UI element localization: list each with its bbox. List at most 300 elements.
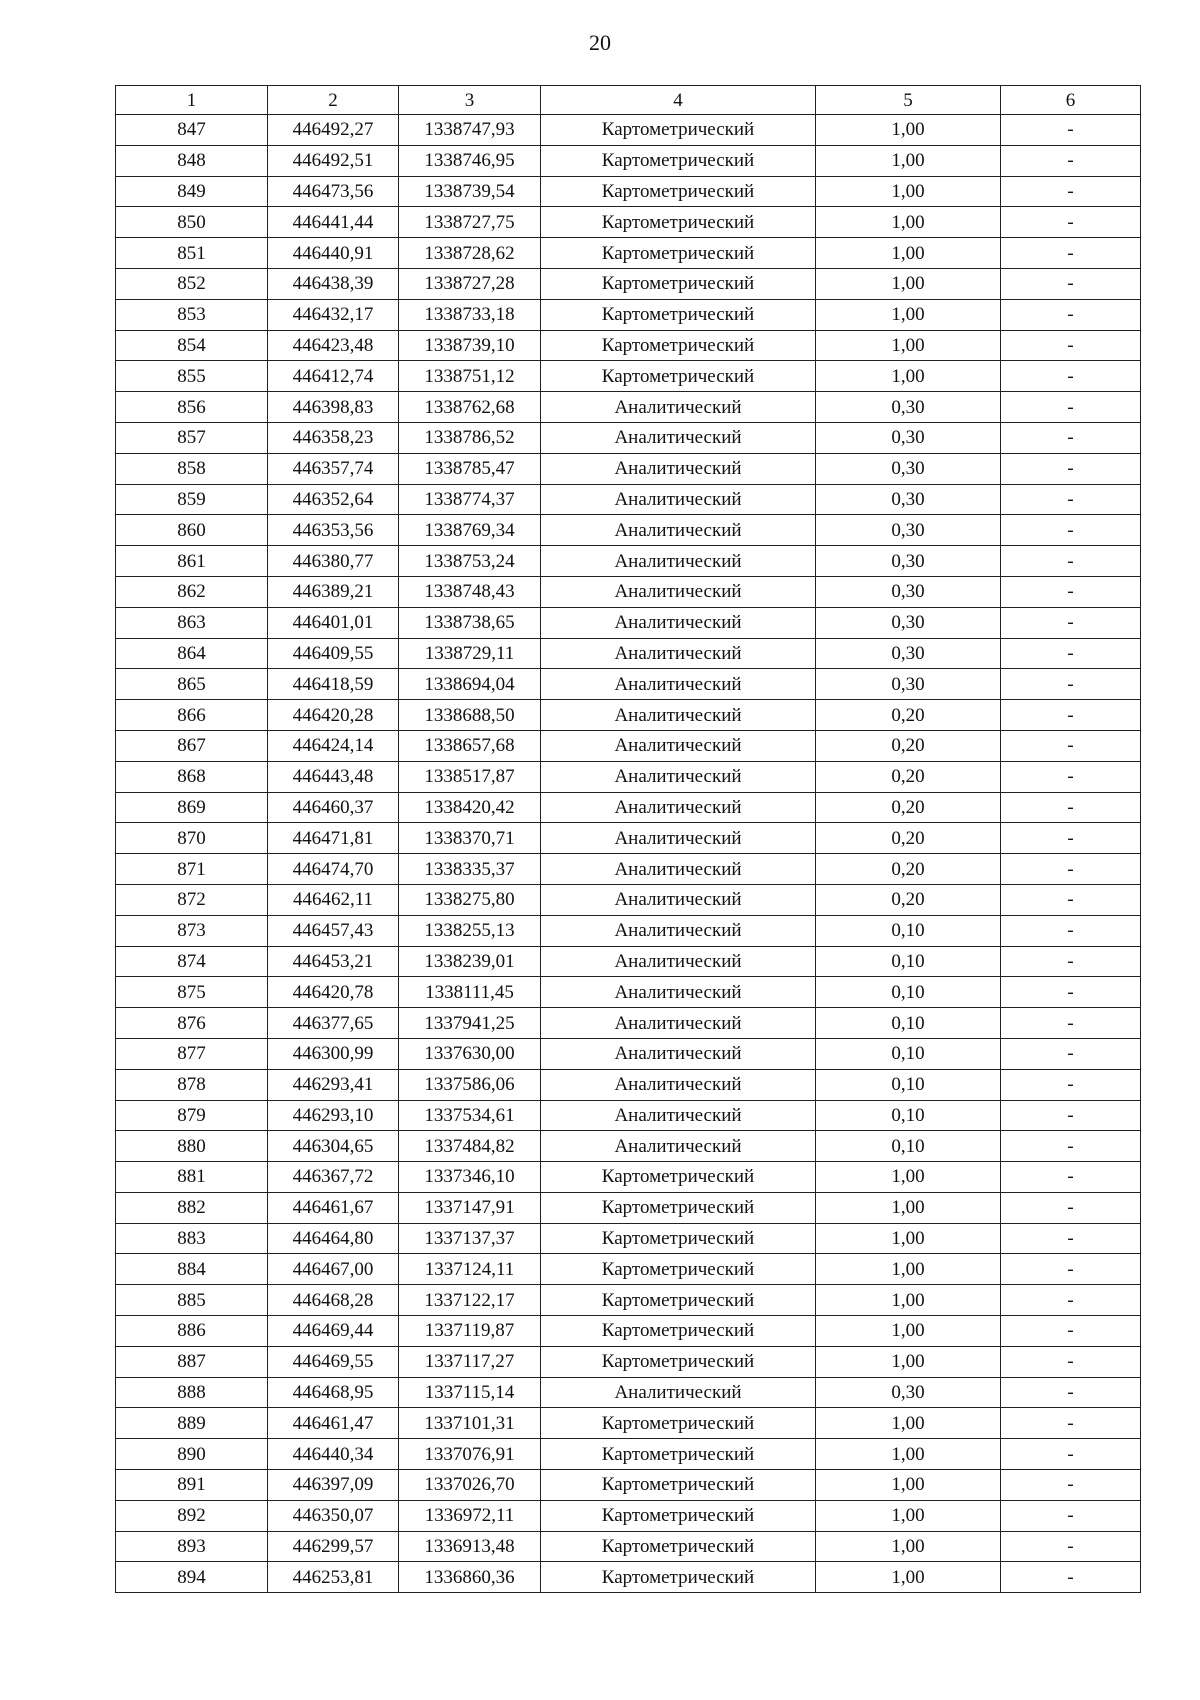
y-coordinate-cell: 1336913,48 [399,1531,541,1562]
point-number-cell: 883 [116,1223,268,1254]
table-row [116,238,1141,269]
y-coordinate-cell: 1338335,37 [399,854,541,885]
point-number-cell: 856 [116,392,268,423]
point-number-cell: 874 [116,946,268,977]
y-coordinate-cell: 1338748,43 [399,576,541,607]
note-cell: - [1001,361,1141,392]
y-coordinate-cell: 1337124,11 [399,1254,541,1285]
point-number-cell: 865 [116,669,268,700]
note-cell: - [1001,884,1141,915]
table-row [116,1531,1141,1562]
x-coordinate-cell: 446457,43 [268,915,399,946]
note-cell: - [1001,1439,1141,1470]
point-number-cell: 852 [116,268,268,299]
x-coordinate-cell: 446353,56 [268,515,399,546]
y-coordinate-cell: 1337122,17 [399,1285,541,1316]
method-cell: Аналитический [541,1377,816,1408]
accuracy-cell: 1,00 [816,1192,1001,1223]
method-cell: Аналитический [541,1100,816,1131]
method-cell: Картометрический [541,1285,816,1316]
table-row [116,1500,1141,1531]
accuracy-cell: 0,10 [816,1100,1001,1131]
table-row [116,1038,1141,1069]
table-row [116,299,1141,330]
note-cell: - [1001,1377,1141,1408]
y-coordinate-cell: 1338420,42 [399,792,541,823]
table-row [116,854,1141,885]
x-coordinate-cell: 446412,74 [268,361,399,392]
point-number-cell: 853 [116,299,268,330]
method-cell: Картометрический [541,1439,816,1470]
x-coordinate-cell: 446418,59 [268,669,399,700]
y-coordinate-cell: 1338727,75 [399,207,541,238]
point-number-cell: 872 [116,884,268,915]
method-cell: Картометрический [541,145,816,176]
accuracy-cell: 1,00 [816,361,1001,392]
note-cell: - [1001,484,1141,515]
note-cell: - [1001,792,1141,823]
x-coordinate-cell: 446423,48 [268,330,399,361]
method-cell: Аналитический [541,915,816,946]
point-number-cell: 891 [116,1470,268,1501]
table-row [116,792,1141,823]
note-cell: - [1001,977,1141,1008]
method-cell: Аналитический [541,977,816,1008]
y-coordinate-cell: 1338255,13 [399,915,541,946]
accuracy-cell: 0,20 [816,730,1001,761]
note-cell: - [1001,1162,1141,1193]
method-cell: Картометрический [541,238,816,269]
column-header-4: 4 [541,86,816,115]
accuracy-cell: 1,00 [816,1346,1001,1377]
note-cell: - [1001,268,1141,299]
x-coordinate-cell: 446350,07 [268,1500,399,1531]
note-cell: - [1001,115,1141,146]
note-cell: - [1001,176,1141,207]
table-header-row [116,86,1141,115]
note-cell: - [1001,946,1141,977]
method-cell: Аналитический [541,392,816,423]
method-cell: Аналитический [541,823,816,854]
point-number-cell: 890 [116,1439,268,1470]
x-coordinate-cell: 446443,48 [268,761,399,792]
point-number-cell: 859 [116,484,268,515]
note-cell: - [1001,515,1141,546]
method-cell: Картометрический [541,361,816,392]
accuracy-cell: 1,00 [816,1408,1001,1439]
y-coordinate-cell: 1338762,68 [399,392,541,423]
column-header-2: 2 [268,86,399,115]
note-cell: - [1001,669,1141,700]
x-coordinate-cell: 446461,67 [268,1192,399,1223]
x-coordinate-cell: 446389,21 [268,576,399,607]
column-header-6: 6 [1001,86,1141,115]
note-cell: - [1001,1254,1141,1285]
method-cell: Аналитический [541,730,816,761]
method-cell: Аналитический [541,761,816,792]
method-cell: Картометрический [541,1408,816,1439]
point-number-cell: 876 [116,1008,268,1039]
point-number-cell: 868 [116,761,268,792]
point-number-cell: 884 [116,1254,268,1285]
y-coordinate-cell: 1338727,28 [399,268,541,299]
table-row [116,700,1141,731]
x-coordinate-cell: 446352,64 [268,484,399,515]
point-number-cell: 847 [116,115,268,146]
table-row [116,1131,1141,1162]
note-cell: - [1001,1131,1141,1162]
y-coordinate-cell: 1338738,65 [399,607,541,638]
table-row [116,145,1141,176]
accuracy-cell: 0,30 [816,422,1001,453]
method-cell: Картометрический [541,268,816,299]
y-coordinate-cell: 1337534,61 [399,1100,541,1131]
x-coordinate-cell: 446468,95 [268,1377,399,1408]
accuracy-cell: 1,00 [816,1162,1001,1193]
method-cell: Картометрический [541,1316,816,1347]
accuracy-cell: 0,30 [816,484,1001,515]
y-coordinate-cell: 1338239,01 [399,946,541,977]
table-row [116,977,1141,1008]
table-row [116,115,1141,146]
point-number-cell: 880 [116,1131,268,1162]
x-coordinate-cell: 446398,83 [268,392,399,423]
table-row [116,1223,1141,1254]
accuracy-cell: 1,00 [816,330,1001,361]
point-number-cell: 863 [116,607,268,638]
y-coordinate-cell: 1337115,14 [399,1377,541,1408]
x-coordinate-cell: 446424,14 [268,730,399,761]
table-row [116,884,1141,915]
note-cell: - [1001,546,1141,577]
x-coordinate-cell: 446469,44 [268,1316,399,1347]
accuracy-cell: 0,10 [816,946,1001,977]
note-cell: - [1001,1500,1141,1531]
method-cell: Картометрический [541,1470,816,1501]
y-coordinate-cell: 1337586,06 [399,1069,541,1100]
method-cell: Аналитический [541,515,816,546]
y-coordinate-cell: 1337346,10 [399,1162,541,1193]
accuracy-cell: 0,20 [816,884,1001,915]
point-number-cell: 894 [116,1562,268,1593]
accuracy-cell: 1,00 [816,1562,1001,1593]
point-number-cell: 869 [116,792,268,823]
y-coordinate-cell: 1336972,11 [399,1500,541,1531]
point-number-cell: 849 [116,176,268,207]
x-coordinate-cell: 446441,44 [268,207,399,238]
accuracy-cell: 0,10 [816,1131,1001,1162]
y-coordinate-cell: 1337484,82 [399,1131,541,1162]
table-row [116,1254,1141,1285]
note-cell: - [1001,1531,1141,1562]
table-row [116,669,1141,700]
method-cell: Аналитический [541,576,816,607]
note-cell: - [1001,453,1141,484]
note-cell: - [1001,730,1141,761]
note-cell: - [1001,700,1141,731]
table-row [116,392,1141,423]
column-header-3: 3 [399,86,541,115]
point-number-cell: 866 [116,700,268,731]
table-row [116,546,1141,577]
method-cell: Картометрический [541,1562,816,1593]
x-coordinate-cell: 446420,28 [268,700,399,731]
table-row [116,1377,1141,1408]
table-row [116,946,1141,977]
point-number-cell: 877 [116,1038,268,1069]
y-coordinate-cell: 1338694,04 [399,669,541,700]
point-number-cell: 850 [116,207,268,238]
table-row [116,361,1141,392]
note-cell: - [1001,576,1141,607]
method-cell: Аналитический [541,1038,816,1069]
point-number-cell: 861 [116,546,268,577]
x-coordinate-cell: 446357,74 [268,453,399,484]
table-row [116,484,1141,515]
note-cell: - [1001,1316,1141,1347]
table-row [116,268,1141,299]
method-cell: Картометрический [541,1346,816,1377]
accuracy-cell: 1,00 [816,299,1001,330]
accuracy-cell: 1,00 [816,1223,1001,1254]
point-number-cell: 878 [116,1069,268,1100]
point-number-cell: 864 [116,638,268,669]
x-coordinate-cell: 446492,27 [268,115,399,146]
x-coordinate-cell: 446358,23 [268,422,399,453]
note-cell: - [1001,761,1141,792]
method-cell: Аналитический [541,1131,816,1162]
accuracy-cell: 1,00 [816,268,1001,299]
table-row [116,576,1141,607]
y-coordinate-cell: 1338275,80 [399,884,541,915]
note-cell: - [1001,392,1141,423]
point-number-cell: 885 [116,1285,268,1316]
point-number-cell: 888 [116,1377,268,1408]
note-cell: - [1001,238,1141,269]
accuracy-cell: 1,00 [816,1285,1001,1316]
method-cell: Аналитический [541,453,816,484]
x-coordinate-cell: 446467,00 [268,1254,399,1285]
y-coordinate-cell: 1338753,24 [399,546,541,577]
note-cell: - [1001,1192,1141,1223]
table-row [116,515,1141,546]
method-cell: Аналитический [541,1008,816,1039]
point-number-cell: 886 [116,1316,268,1347]
x-coordinate-cell: 446474,70 [268,854,399,885]
y-coordinate-cell: 1338657,68 [399,730,541,761]
y-coordinate-cell: 1338728,62 [399,238,541,269]
method-cell: Аналитический [541,792,816,823]
y-coordinate-cell: 1337026,70 [399,1470,541,1501]
accuracy-cell: 1,00 [816,1254,1001,1285]
x-coordinate-cell: 446367,72 [268,1162,399,1193]
note-cell: - [1001,1223,1141,1254]
point-number-cell: 857 [116,422,268,453]
method-cell: Картометрический [541,1223,816,1254]
accuracy-cell: 0,10 [816,1069,1001,1100]
accuracy-cell: 0,30 [816,607,1001,638]
point-number-cell: 882 [116,1192,268,1223]
note-cell: - [1001,854,1141,885]
x-coordinate-cell: 446440,34 [268,1439,399,1470]
accuracy-cell: 0,30 [816,1377,1001,1408]
method-cell: Картометрический [541,207,816,238]
y-coordinate-cell: 1338739,10 [399,330,541,361]
x-coordinate-cell: 446432,17 [268,299,399,330]
point-number-cell: 892 [116,1500,268,1531]
method-cell: Аналитический [541,946,816,977]
y-coordinate-cell: 1338370,71 [399,823,541,854]
accuracy-cell: 0,30 [816,638,1001,669]
point-number-cell: 871 [116,854,268,885]
accuracy-cell: 1,00 [816,1500,1001,1531]
table-row [116,1192,1141,1223]
method-cell: Аналитический [541,484,816,515]
note-cell: - [1001,1346,1141,1377]
accuracy-cell: 0,20 [816,792,1001,823]
y-coordinate-cell: 1337137,37 [399,1223,541,1254]
table-row [116,330,1141,361]
table-body [116,115,1141,1593]
table-row [116,823,1141,854]
accuracy-cell: 0,10 [816,915,1001,946]
accuracy-cell: 0,20 [816,854,1001,885]
method-cell: Картометрический [541,1162,816,1193]
method-cell: Картометрический [541,115,816,146]
point-number-cell: 855 [116,361,268,392]
accuracy-cell: 0,10 [816,1038,1001,1069]
x-coordinate-cell: 446377,65 [268,1008,399,1039]
x-coordinate-cell: 446453,21 [268,946,399,977]
y-coordinate-cell: 1338747,93 [399,115,541,146]
accuracy-cell: 0,30 [816,515,1001,546]
method-cell: Аналитический [541,884,816,915]
x-coordinate-cell: 446293,41 [268,1069,399,1100]
x-coordinate-cell: 446469,55 [268,1346,399,1377]
x-coordinate-cell: 446473,56 [268,176,399,207]
table-row [116,1562,1141,1593]
y-coordinate-cell: 1338751,12 [399,361,541,392]
y-coordinate-cell: 1338729,11 [399,638,541,669]
y-coordinate-cell: 1338769,34 [399,515,541,546]
point-number-cell: 889 [116,1408,268,1439]
accuracy-cell: 1,00 [816,1316,1001,1347]
accuracy-cell: 0,20 [816,700,1001,731]
note-cell: - [1001,1008,1141,1039]
y-coordinate-cell: 1338774,37 [399,484,541,515]
note-cell: - [1001,1038,1141,1069]
accuracy-cell: 1,00 [816,238,1001,269]
table-row [116,1069,1141,1100]
table-row [116,607,1141,638]
table-row [116,1408,1141,1439]
accuracy-cell: 0,20 [816,823,1001,854]
accuracy-cell: 0,30 [816,669,1001,700]
accuracy-cell: 0,20 [816,761,1001,792]
x-coordinate-cell: 446299,57 [268,1531,399,1562]
y-coordinate-cell: 1338746,95 [399,145,541,176]
note-cell: - [1001,915,1141,946]
point-number-cell: 858 [116,453,268,484]
y-coordinate-cell: 1337630,00 [399,1038,541,1069]
y-coordinate-cell: 1337119,87 [399,1316,541,1347]
note-cell: - [1001,1100,1141,1131]
accuracy-cell: 1,00 [816,145,1001,176]
point-number-cell: 879 [116,1100,268,1131]
table-row [116,915,1141,946]
accuracy-cell: 1,00 [816,1439,1001,1470]
x-coordinate-cell: 446401,01 [268,607,399,638]
table-row [116,761,1141,792]
accuracy-cell: 1,00 [816,176,1001,207]
method-cell: Картометрический [541,1531,816,1562]
column-header-1: 1 [116,86,268,115]
point-number-cell: 867 [116,730,268,761]
table-row [116,1346,1141,1377]
note-cell: - [1001,823,1141,854]
x-coordinate-cell: 446468,28 [268,1285,399,1316]
accuracy-cell: 1,00 [816,1531,1001,1562]
point-number-cell: 873 [116,915,268,946]
x-coordinate-cell: 446438,39 [268,268,399,299]
accuracy-cell: 0,10 [816,1008,1001,1039]
x-coordinate-cell: 446253,81 [268,1562,399,1593]
method-cell: Картометрический [541,299,816,330]
y-coordinate-cell: 1338739,54 [399,176,541,207]
table-row [116,1162,1141,1193]
note-cell: - [1001,422,1141,453]
note-cell: - [1001,1069,1141,1100]
point-number-cell: 893 [116,1531,268,1562]
accuracy-cell: 0,30 [816,546,1001,577]
x-coordinate-cell: 446409,55 [268,638,399,669]
table-row [116,207,1141,238]
point-number-cell: 887 [116,1346,268,1377]
method-cell: Картометрический [541,1192,816,1223]
table-row [116,730,1141,761]
accuracy-cell: 0,30 [816,576,1001,607]
y-coordinate-cell: 1338517,87 [399,761,541,792]
y-coordinate-cell: 1338733,18 [399,299,541,330]
y-coordinate-cell: 1338785,47 [399,453,541,484]
note-cell: - [1001,145,1141,176]
method-cell: Картометрический [541,1254,816,1285]
method-cell: Аналитический [541,546,816,577]
method-cell: Аналитический [541,638,816,669]
x-coordinate-cell: 446471,81 [268,823,399,854]
y-coordinate-cell: 1338786,52 [399,422,541,453]
table-row [116,176,1141,207]
point-number-cell: 860 [116,515,268,546]
note-cell: - [1001,607,1141,638]
table-row [116,1470,1141,1501]
column-header-5: 5 [816,86,1001,115]
x-coordinate-cell: 446397,09 [268,1470,399,1501]
table-row [116,638,1141,669]
x-coordinate-cell: 446300,99 [268,1038,399,1069]
method-cell: Аналитический [541,1069,816,1100]
table-row [116,1008,1141,1039]
y-coordinate-cell: 1337101,31 [399,1408,541,1439]
accuracy-cell: 0,30 [816,392,1001,423]
x-coordinate-cell: 446462,11 [268,884,399,915]
y-coordinate-cell: 1336860,36 [399,1562,541,1593]
table-row [116,1316,1141,1347]
x-coordinate-cell: 446460,37 [268,792,399,823]
note-cell: - [1001,330,1141,361]
accuracy-cell: 1,00 [816,1470,1001,1501]
method-cell: Картометрический [541,1500,816,1531]
